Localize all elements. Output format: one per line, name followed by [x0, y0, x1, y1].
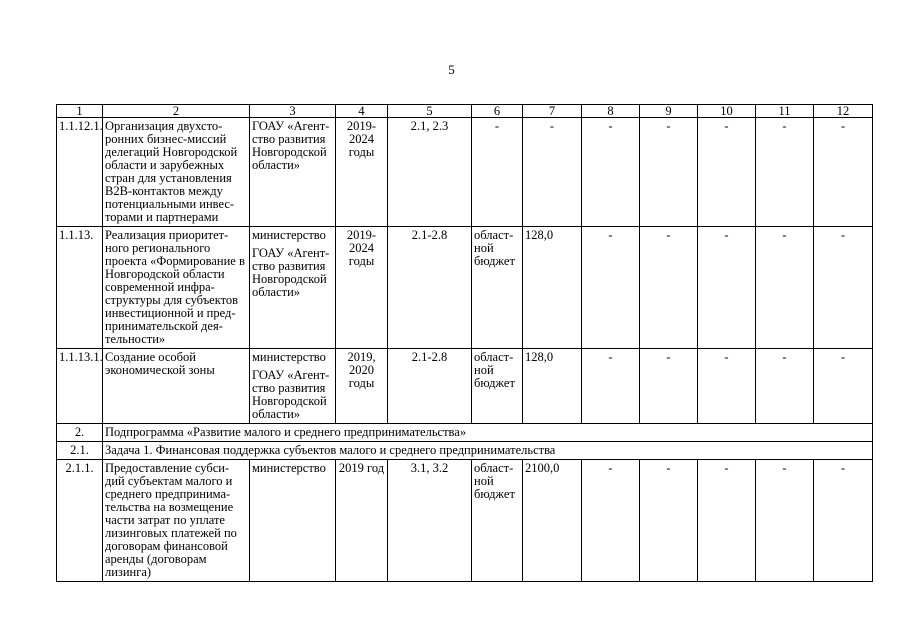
executor-line: ГОАУ «Агент-ство развития Новгородской области»	[252, 119, 330, 172]
amount-cell: -	[698, 349, 756, 424]
target-indicators: 2.1-2.8	[388, 349, 472, 424]
measure-name: Предоставление субси-дий субъектам малого и среднего предпринима-тельства на возмещение части затрат по уплате лизинговых платежей по договорам финансовой аренды (договорам лизинга)	[103, 460, 250, 582]
amount-cell: -	[582, 227, 640, 349]
row-number: 2.1.1.	[57, 460, 103, 582]
column-header: 5	[388, 105, 472, 118]
amount-cell: 128,0	[523, 349, 582, 424]
executor-line: ГОАУ «Агент-ство развития Новгородской области»	[252, 246, 330, 299]
amount-cell: -	[756, 227, 814, 349]
amount-cell: -	[698, 227, 756, 349]
amount-cell: -	[640, 460, 698, 582]
column-header: 6	[472, 105, 523, 118]
table-row	[57, 460, 873, 582]
amount-cell: -	[814, 227, 873, 349]
column-header: 4	[336, 105, 388, 118]
header-row	[57, 105, 873, 118]
amount-cell: -	[814, 349, 873, 424]
table-row	[57, 349, 873, 424]
amount-cell: -	[582, 349, 640, 424]
funding-source: област-ной бюджет	[472, 349, 523, 424]
period: 2019 год	[336, 460, 388, 582]
row-number: 1.1.13.	[57, 227, 103, 349]
subprogram-row	[57, 424, 873, 442]
funding-source: -	[472, 118, 523, 227]
amount-cell: -	[698, 118, 756, 227]
task-row	[57, 442, 873, 460]
measure-name: Реализация приоритет-ного регионального проекта «Формирование в Новгородской области современной инфра-структуры для субъектов инвестиционной и пред-принимательской дея-тельности»	[103, 227, 250, 349]
amount-cell: -	[523, 118, 582, 227]
row-number: 2.	[57, 424, 103, 442]
target-indicators: 2.1-2.8	[388, 227, 472, 349]
amount-cell: -	[640, 227, 698, 349]
amount-cell: -	[756, 349, 814, 424]
column-header: 12	[814, 105, 873, 118]
column-header: 7	[523, 105, 582, 118]
executor	[250, 227, 336, 349]
target-indicators: 2.1, 2.3	[388, 118, 472, 227]
executor	[250, 118, 336, 227]
measure-name: Создание особой экономической зоны	[103, 349, 250, 424]
column-header: 10	[698, 105, 756, 118]
column-header: 9	[640, 105, 698, 118]
column-header: 3	[250, 105, 336, 118]
column-header: 1	[57, 105, 103, 118]
amount-cell: 128,0	[523, 227, 582, 349]
column-header: 11	[756, 105, 814, 118]
row-number: 1.1.12.1.	[57, 118, 103, 227]
table-row	[57, 227, 873, 349]
column-header: 2	[103, 105, 250, 118]
data-table	[56, 104, 873, 582]
amount-cell: 2100,0	[523, 460, 582, 582]
page-number: 5	[448, 62, 455, 77]
executor-line: министерство	[252, 228, 326, 242]
target-indicators: 3.1, 3.2	[388, 460, 472, 582]
period: 2019-2024 годы	[336, 227, 388, 349]
executor-line: ГОАУ «Агент-ство развития Новгородской области»	[252, 368, 330, 421]
amount-cell: -	[814, 118, 873, 227]
row-number: 1.1.13.1.	[57, 349, 103, 424]
row-number: 2.1.	[57, 442, 103, 460]
table-row	[57, 118, 873, 227]
executor	[250, 460, 336, 582]
column-header: 8	[582, 105, 640, 118]
measure-name: Организация двухсто-ронних бизнес-миссий делегаций Новгородской области и зарубежных стран для установления B2B-контактов между потенциальными инвес-торами и партнерами	[103, 118, 250, 227]
funding-source: област-ной бюджет	[472, 460, 523, 582]
period: 2019-2024 годы	[336, 118, 388, 227]
amount-cell: -	[814, 460, 873, 582]
period: 2019, 2020 годы	[336, 349, 388, 424]
executor-line: министерство	[252, 461, 326, 475]
amount-cell: -	[756, 460, 814, 582]
amount-cell: -	[582, 118, 640, 227]
amount-cell: -	[640, 349, 698, 424]
executor	[250, 349, 336, 424]
amount-cell: -	[582, 460, 640, 582]
amount-cell: -	[756, 118, 814, 227]
executor-line: министерство	[252, 350, 326, 364]
funding-source: област-ной бюджет	[472, 227, 523, 349]
amount-cell: -	[698, 460, 756, 582]
amount-cell: -	[640, 118, 698, 227]
subprogram-title: Подпрограмма «Развитие малого и среднего предпринимательства»	[103, 424, 873, 442]
task-title: Задача 1. Финансовая поддержка субъектов малого и среднего предпринимательства	[103, 442, 873, 460]
